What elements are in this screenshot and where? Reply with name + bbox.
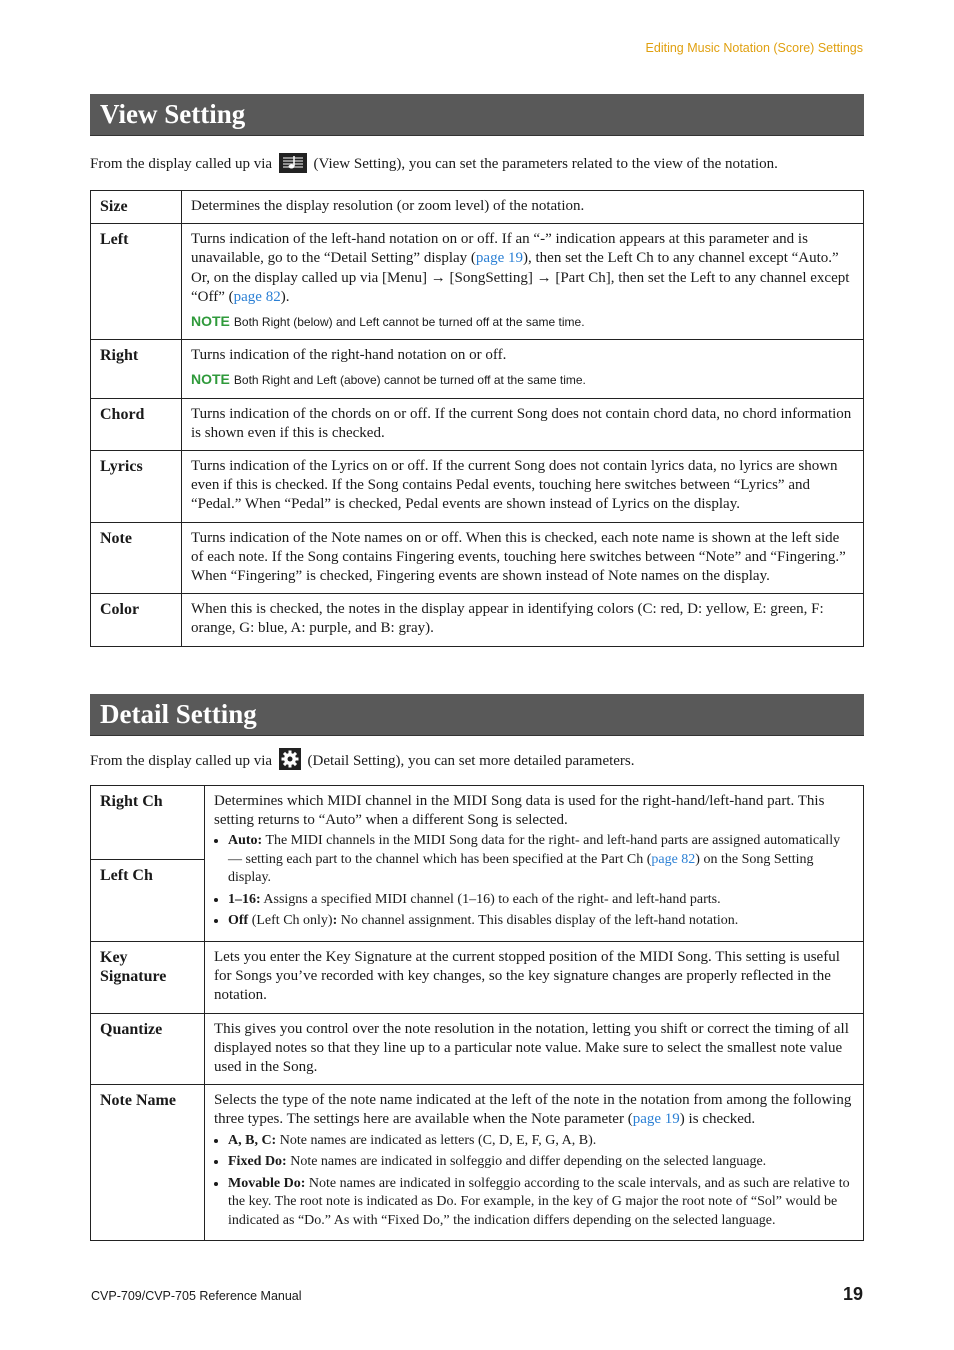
view-intro-after: (View Setting), you can set the parameters related to the view of the notation. bbox=[313, 156, 778, 172]
note-label: NOTE bbox=[191, 313, 230, 330]
param-desc: Lets you enter the Key Signature at the current stopped position of the MIDI Song. This setting is useful for Songs you’ve recorded with key changes, so the key signature changes are properly reflected in the notation. bbox=[205, 941, 864, 1013]
option-term: A, B, C: bbox=[228, 1132, 277, 1148]
view-setting-title: View Setting bbox=[100, 99, 246, 129]
detail-setting-title: Detail Setting bbox=[100, 699, 257, 729]
param-name: Size bbox=[91, 191, 182, 224]
param-name: Note Name bbox=[91, 1085, 205, 1241]
note-label: NOTE bbox=[191, 371, 230, 388]
option-text: Note names are indicated in solfeggio according to the scale intervals, and as such are relative to the key. The root note is indicated as Do. For example, in the key of G major the root note of “Sol” would be indicated as “Do.” As with “Fixed Do,” the indication differs depending on the selected language. bbox=[228, 1175, 850, 1228]
param-desc bbox=[205, 1085, 864, 1241]
option-term: Movable Do: bbox=[228, 1175, 306, 1191]
param-desc bbox=[182, 340, 864, 398]
view-intro-before: From the display called up via bbox=[90, 156, 273, 172]
desc-text: ). bbox=[280, 288, 290, 305]
desc-text: ) is checked. bbox=[679, 1111, 756, 1128]
option-term: 1–16: bbox=[228, 891, 261, 907]
option-text: Assigns a specified MIDI channel (1–16) to each of the right- and left-hand parts. bbox=[263, 891, 721, 907]
page-link[interactable]: page 82 bbox=[233, 288, 281, 305]
table-row bbox=[91, 191, 864, 224]
param-name: Color bbox=[91, 594, 182, 646]
table-row bbox=[91, 340, 864, 398]
param-name: Right bbox=[91, 340, 182, 398]
param-name: Chord bbox=[91, 398, 182, 450]
desc-text: Turns indication of the left-hand notation on or off. If an “-” indication appears at this parameter and is unavailable, go to the “Detail Setting” display ( bbox=[191, 231, 808, 267]
desc-text: Selects the type of the note name indicated at the left of the note in the notation from among the following three types. The settings here are available when the Note parameter ( bbox=[214, 1092, 852, 1128]
note bbox=[191, 370, 854, 390]
option-term: Fixed Do: bbox=[228, 1154, 287, 1170]
page-link[interactable]: page 19 bbox=[632, 1111, 680, 1128]
score-view-icon bbox=[279, 153, 307, 173]
param-name: Lyrics bbox=[91, 451, 182, 523]
param-name: Key Signature bbox=[91, 941, 205, 1013]
option-term: Auto: bbox=[228, 833, 263, 849]
table-row bbox=[91, 224, 864, 340]
desc-text: Determines which MIDI channel in the MIDI Song data is used for the right-hand/left-hand part. This setting returns to “Auto” when a different Song is selected. bbox=[214, 793, 825, 829]
detail-setting-table bbox=[90, 785, 864, 1241]
channel-options-list bbox=[214, 832, 854, 931]
view-setting-table bbox=[90, 190, 864, 647]
desc-text: ), then set the Left Ch to any channel except “Auto.” Or, on the display called up via [Menu] → [SongSetting] → [Part Ch], then set the Left to any channel except “Off” ( bbox=[191, 250, 850, 305]
list-item bbox=[228, 832, 854, 888]
param-desc bbox=[205, 786, 864, 942]
page-number: 19 bbox=[842, 1284, 863, 1304]
option-text: ) on the Song Setting display. bbox=[228, 851, 814, 886]
param-name: Quantize bbox=[91, 1013, 205, 1085]
option-term: Off bbox=[228, 913, 249, 929]
option-text: The MIDI channels in the MIDI Song data for the right- and left-hand parts are assigned automatically — setting each part to the channel which has been specified at the Part Ch ( bbox=[228, 833, 841, 867]
list-item bbox=[228, 1175, 854, 1231]
note-text: Both Right (below) and Left cannot be turned off at the same time. bbox=[233, 315, 585, 330]
page-link[interactable]: page 82 bbox=[651, 851, 696, 867]
option-text: Note names are indicated as letters (C, D, E, F, G, A, B). bbox=[279, 1132, 597, 1148]
param-desc: Turns indication of the Note names on or off. When this is checked, each note name is shown at the left side of each note. If the Song contains Fingering events, touching here switches between “Note” and “Fingering.” When “Fingering” is checked, Fingering events are shown instead of Note names on the display. bbox=[182, 522, 864, 594]
gear-icon bbox=[279, 748, 301, 770]
option-text: Note names are indicated in solfeggio and differ depending on the selected language. bbox=[290, 1154, 767, 1170]
running-header: Editing Music Notation (Score) Settings bbox=[645, 41, 863, 55]
param-desc: Determines the display resolution (or zoom level) of the notation. bbox=[182, 191, 864, 224]
view-setting-intro bbox=[90, 153, 864, 174]
table-row bbox=[91, 522, 864, 594]
param-desc: This gives you control over the note resolution in the notation, letting you shift or correct the timing of all displayed notes so that they line up to a particular note value. Make sure to select the smallest note value used in the Song. bbox=[205, 1013, 864, 1085]
table-row bbox=[91, 451, 864, 523]
table-row bbox=[91, 786, 864, 860]
param-desc: When this is checked, the notes in the display appear in identifying colors (C: red, D: yellow, E: green, F: orange, G: blue, A: purple, and B: gray). bbox=[182, 594, 864, 646]
param-name: Left bbox=[91, 224, 182, 340]
table-row bbox=[91, 594, 864, 646]
note bbox=[191, 312, 854, 332]
list-item bbox=[228, 912, 854, 931]
param-desc: Turns indication of the Lyrics on or off. If the current Song does not contain lyrics data, no lyrics are shown even if this is checked. If the Song contains Pedal events, touching here switches between “Lyrics” and “Pedal.” When “Pedal” is checked, Pedal events are shown instead of Lyrics on the display. bbox=[182, 451, 864, 523]
detail-setting-heading bbox=[90, 694, 864, 736]
list-item bbox=[228, 1153, 854, 1172]
table-row bbox=[91, 1085, 864, 1241]
detail-intro-after: (Detail Setting), you can set more detailed parameters. bbox=[307, 753, 635, 769]
list-item bbox=[228, 1132, 854, 1151]
option-colon: : bbox=[332, 913, 338, 929]
param-name: Note bbox=[91, 522, 182, 594]
detail-intro-before: From the display called up via bbox=[90, 753, 273, 769]
param-desc: Turns indication of the chords on or off. If the current Song does not contain chord data, no chord information is shown even if this is checked. bbox=[182, 398, 864, 450]
page-link[interactable]: page 19 bbox=[475, 250, 523, 267]
option-text: No channel assignment. This disables display of the left-hand notation. bbox=[340, 913, 739, 929]
table-row bbox=[91, 941, 864, 1013]
param-desc bbox=[182, 224, 864, 340]
param-name: Left Ch bbox=[91, 860, 205, 942]
manual-title: CVP-709/CVP-705 Reference Manual bbox=[91, 1289, 302, 1303]
desc-text: Turns indication of the right-hand notation on or off. bbox=[191, 347, 507, 364]
table-row bbox=[91, 398, 864, 450]
note-name-options-list bbox=[214, 1132, 854, 1231]
param-name: Right Ch bbox=[91, 786, 205, 860]
table-row bbox=[91, 1013, 864, 1085]
list-item bbox=[228, 891, 854, 910]
detail-setting-intro bbox=[90, 748, 864, 771]
note-text: Both Right and Left (above) cannot be turned off at the same time. bbox=[233, 373, 586, 388]
option-qualifier: (Left Ch only) bbox=[251, 913, 333, 929]
view-setting-heading bbox=[90, 94, 864, 136]
